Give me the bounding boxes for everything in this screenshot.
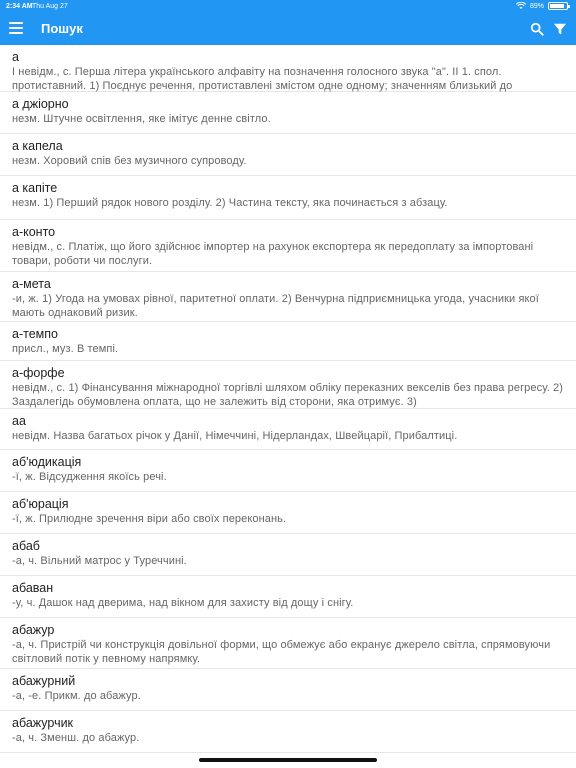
list-item[interactable]: [0, 618, 576, 669]
entry-word: а-мета: [12, 277, 51, 291]
entry-definition: -а, ч. Вільний матрос у Туреччині.: [12, 555, 187, 567]
entry-word: а капіте: [12, 181, 58, 195]
search-icon[interactable]: [530, 22, 544, 36]
list-item[interactable]: [0, 669, 576, 711]
entry-definition: -а, ч. Зменш. до абажур.: [12, 732, 140, 744]
list-item[interactable]: [0, 534, 576, 576]
status-date: Thu Aug 27: [32, 3, 68, 10]
app-bar: [0, 14, 576, 45]
list-item[interactable]: [0, 220, 576, 272]
list-item[interactable]: [0, 272, 576, 322]
list-item[interactable]: [0, 492, 576, 534]
list-item[interactable]: [0, 450, 576, 492]
entry-word: а: [12, 50, 19, 64]
entry-definition: -а, ч. Пристрій чи конструкція довільної форми, що обмежує або екранує джерело світла, спрямовуючи світловий потік у певному напрямку.: [12, 639, 551, 665]
wifi-icon: [516, 2, 526, 10]
entry-word: а-темпо: [12, 327, 58, 341]
home-indicator[interactable]: [199, 758, 377, 762]
list-item[interactable]: [0, 576, 576, 618]
list-item[interactable]: [0, 134, 576, 176]
battery-icon: [548, 2, 568, 10]
entry-word: абаб: [12, 539, 40, 553]
entry-definition: присл., муз. В темпі.: [12, 343, 119, 355]
page-title: Пошук: [41, 21, 83, 36]
entry-word: аб'юдикація: [12, 455, 82, 469]
entry-definition: -у, ч. Дашок над дверима, над вікном для захисту від дощу і снігу.: [12, 597, 354, 609]
status-bar: [0, 0, 576, 14]
list-item[interactable]: [0, 45, 576, 92]
status-time: 2:34 AM: [6, 3, 33, 10]
entry-word: абажурний: [12, 674, 76, 688]
entry-word: аа: [12, 414, 26, 428]
entry-definition: незм. Штучне освітлення, яке імітує денне світло.: [12, 113, 271, 125]
menu-icon[interactable]: [9, 22, 23, 36]
list-item[interactable]: [0, 711, 576, 753]
dictionary-list[interactable]: [0, 45, 576, 755]
battery-percent: 89%: [529, 2, 544, 10]
entry-word: а-форфе: [12, 366, 65, 380]
entry-word: а капела: [12, 139, 63, 153]
entry-definition: невідм., с. Платіж, що його здійснює імпортер на рахунок експортера як передоплату за імпортовані товари, роботи чи послуги.: [12, 241, 534, 267]
filter-icon[interactable]: [553, 22, 567, 36]
entry-definition: -и, ж. 1) Угода на умовах рівної, паритетної оплати. 2) Венчурна підприємницька угода, учасники якої мають однаковий ризик.: [12, 293, 539, 319]
list-item[interactable]: [0, 322, 576, 361]
entry-word: а-конто: [12, 225, 56, 239]
entry-definition: -а, -е. Прикм. до абажур.: [12, 690, 141, 702]
entry-word: абажурчик: [12, 716, 74, 730]
list-item[interactable]: [0, 361, 576, 409]
entry-definition: -ї, ж. Прилюдне зречення віри або своїх переконань.: [12, 513, 287, 525]
list-item[interactable]: [0, 409, 576, 450]
entry-word: абаван: [12, 581, 54, 595]
entry-definition: незм. 1) Перший рядок нового розділу. 2) Частина тексту, яка починається з абзацу.: [12, 197, 448, 209]
entry-word: аб'юрація: [12, 497, 69, 511]
list-item[interactable]: [0, 92, 576, 134]
entry-definition: незм. Хоровий спів без музичного супроводу.: [12, 155, 247, 167]
entry-definition: І невідм., с. Перша літера українського алфавіту на позначення голосного звука "а". ІІ 1. спол. протиставний. 1) Поєднує речення, протиставлені змістом одне одному; значенням близький до: [12, 66, 513, 92]
status-right: [516, 2, 568, 10]
entry-word: абажур: [12, 623, 55, 637]
entry-definition: -ї, ж. Відсудження якоїсь речі.: [12, 471, 167, 483]
entry-definition: невідм. Назва багатьох річок у Данії, Німеччині, Нідерландах, Швейцарії, Прибалтиці.: [12, 430, 458, 442]
entry-word: а джіорно: [12, 97, 69, 111]
entry-definition: невідм., с. 1) Фінансування міжнародної торгівлі шляхом обліку переказних векселів без права регресу. 2) Заздалегідь обумовлена оплата, що не залежить від сторони, яка отримує. 3): [12, 382, 564, 408]
list-item[interactable]: [0, 176, 576, 220]
